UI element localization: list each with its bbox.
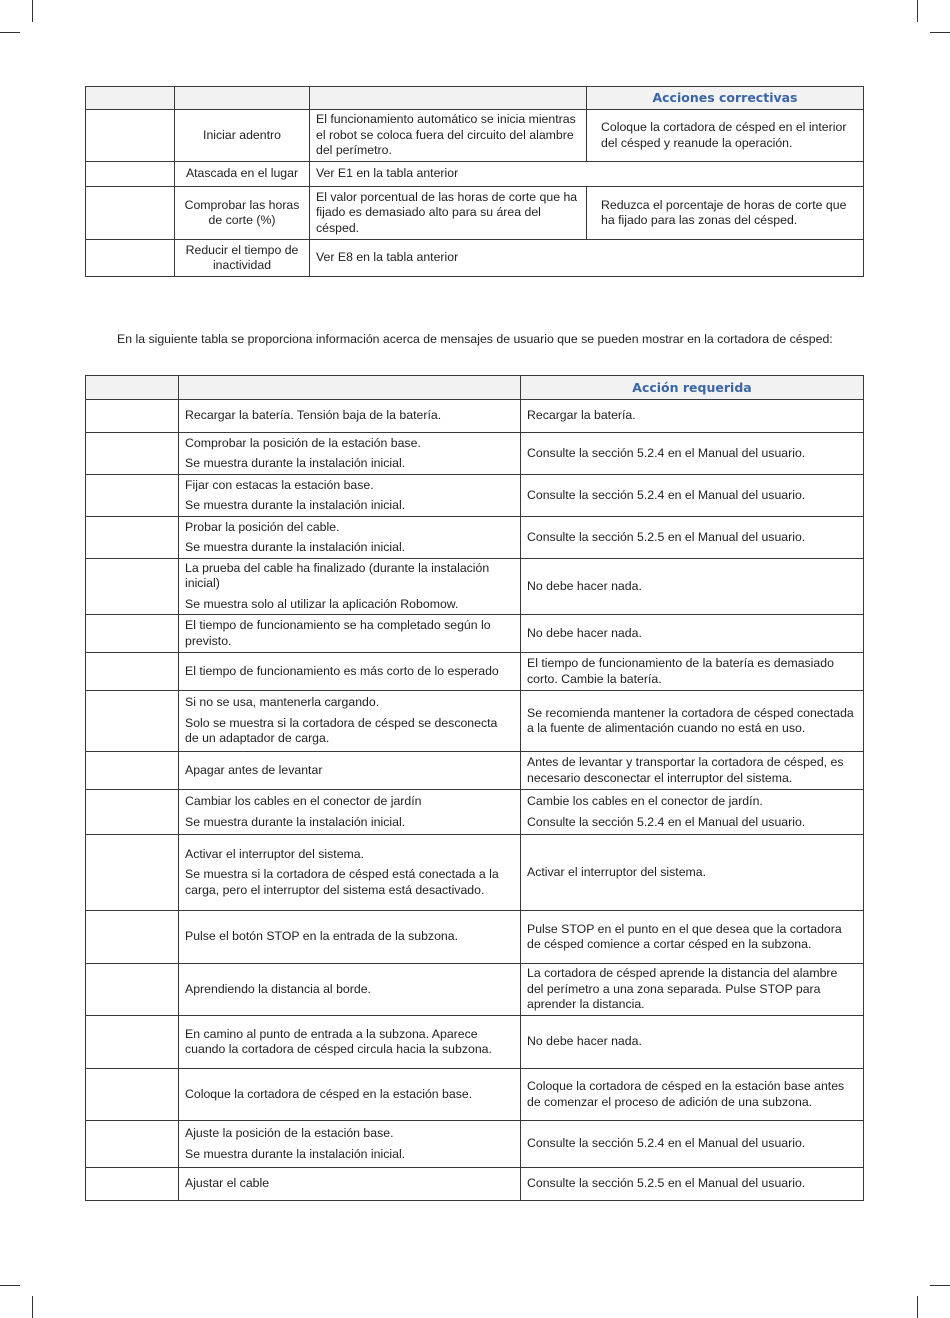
user-messages-table bbox=[85, 375, 864, 1201]
table-cell bbox=[86, 1168, 179, 1201]
table-cell: Ver E1 en la tabla anterior bbox=[310, 162, 864, 187]
action-cell bbox=[521, 911, 864, 964]
crop-mark bbox=[0, 1285, 20, 1286]
table-header-row bbox=[86, 376, 864, 400]
table-row bbox=[86, 1069, 864, 1121]
table-row bbox=[86, 691, 864, 752]
message-text: Se muestra durante la instalación inicial. bbox=[185, 540, 406, 554]
table-cell bbox=[86, 835, 179, 911]
corrective-actions-table bbox=[85, 86, 864, 277]
table-row bbox=[86, 1121, 864, 1168]
table-cell: Comprobar las horas de corte (%) bbox=[175, 187, 310, 240]
table-row bbox=[86, 400, 864, 433]
message-cell bbox=[179, 835, 521, 911]
action-cell bbox=[521, 653, 864, 691]
table-header-cell bbox=[86, 376, 179, 400]
action-text: No debe hacer nada. bbox=[527, 1034, 642, 1049]
table-row bbox=[86, 653, 864, 691]
table-cell bbox=[86, 911, 179, 964]
message-text: El tiempo de funcionamiento es más corto de lo esperado bbox=[185, 663, 499, 678]
message-text: Se muestra durante la instalación inicial. bbox=[185, 1146, 406, 1161]
action-text: Activar el interruptor del sistema. bbox=[527, 864, 707, 879]
action-text: Recargar la batería. bbox=[527, 408, 636, 423]
table-cell bbox=[86, 162, 175, 187]
message-cell bbox=[179, 964, 521, 1016]
action-cell bbox=[521, 475, 864, 517]
table-row bbox=[86, 559, 864, 615]
action-text: Consulte la sección 5.2.4 en el Manual del usuario. bbox=[527, 487, 806, 502]
action-cell bbox=[521, 835, 864, 911]
message-cell bbox=[179, 752, 521, 790]
table-cell bbox=[86, 691, 179, 752]
table-cell bbox=[86, 653, 179, 691]
crop-mark bbox=[930, 32, 950, 33]
table-cell: El funcionamiento automático se inicia mientras el robot se coloca fuera del circuito del alambre del perímetro. bbox=[310, 110, 587, 162]
action-text: Cambie los cables en el conector de jardín. bbox=[527, 794, 763, 808]
action-cell bbox=[521, 691, 864, 752]
action-text: Consulte la sección 5.2.5 en el Manual del usuario. bbox=[527, 529, 806, 544]
table-cell: Atascada en el lugar bbox=[175, 162, 310, 187]
table-cell: El valor porcentual de las horas de corte que ha fijado es demasiado alto para su área del césped. bbox=[310, 187, 587, 240]
action-text: No debe hacer nada. bbox=[527, 578, 642, 593]
table-row bbox=[86, 1016, 864, 1069]
message-cell bbox=[179, 1016, 521, 1069]
table-header-cell bbox=[86, 87, 175, 110]
table-header-cell: Acciones correctivas bbox=[587, 87, 864, 110]
message-cell bbox=[179, 1069, 521, 1121]
message-text: Fijar con estacas la estación base. bbox=[185, 477, 374, 492]
table-row bbox=[86, 187, 864, 240]
action-text: Se recomienda mantener la cortadora de césped conectada a la fuente de alimentación cuando no está en uso. bbox=[527, 705, 854, 735]
crop-mark bbox=[32, 1296, 33, 1318]
table-cell bbox=[86, 790, 179, 835]
message-text: Coloque la cortadora de césped en la estación base. bbox=[185, 1086, 473, 1101]
table-cell: Reduzca el porcentaje de horas de corte que ha fijado para las zonas del césped. bbox=[587, 187, 864, 240]
message-text: Pulse el botón STOP en la entrada de la subzona. bbox=[185, 929, 458, 944]
action-cell bbox=[521, 790, 864, 835]
message-text: Apagar antes de levantar bbox=[185, 762, 323, 777]
message-cell bbox=[179, 517, 521, 559]
message-text: Recargar la batería. Tensión baja de la batería. bbox=[185, 408, 442, 423]
table-row bbox=[86, 517, 864, 559]
crop-mark bbox=[917, 1296, 918, 1318]
table-row bbox=[86, 835, 864, 911]
message-cell bbox=[179, 911, 521, 964]
message-text: Comprobar la posición de la estación base. bbox=[185, 435, 421, 450]
table-cell: Ver E8 en la tabla anterior bbox=[310, 240, 864, 277]
message-cell bbox=[179, 433, 521, 475]
message-text: El tiempo de funcionamiento se ha completado según lo previsto. bbox=[185, 618, 491, 648]
action-cell bbox=[521, 400, 864, 433]
message-cell bbox=[179, 559, 521, 615]
table-cell bbox=[86, 964, 179, 1016]
crop-mark bbox=[917, 0, 918, 22]
table-cell bbox=[86, 559, 179, 615]
message-cell bbox=[179, 615, 521, 653]
message-text: Solo se muestra si la cortadora de césped se desconecta de un adaptador de carga. bbox=[185, 715, 498, 746]
message-cell bbox=[179, 691, 521, 752]
table-cell bbox=[86, 615, 179, 653]
action-cell bbox=[521, 1121, 864, 1168]
action-text: Consulte la sección 5.2.4 en el Manual del usuario. bbox=[527, 814, 806, 829]
message-text: La prueba del cable ha finalizado (durante la instalación inicial) bbox=[185, 560, 490, 591]
table-row bbox=[86, 433, 864, 475]
table-row bbox=[86, 615, 864, 653]
table-header-cell bbox=[179, 376, 521, 400]
message-cell bbox=[179, 653, 521, 691]
intro-paragraph: En la siguiente tabla se proporciona información acerca de mensajes de usuario que se pueden mostrar en la cortadora de césped: bbox=[117, 332, 833, 346]
message-text: Se muestra si la cortadora de césped está conectada a la carga, pero el interruptor del sistema está desactivado. bbox=[185, 867, 499, 897]
message-cell bbox=[179, 790, 521, 835]
message-text: Activar el interruptor del sistema. bbox=[185, 846, 365, 861]
action-text: Consulte la sección 5.2.4 en el Manual del usuario. bbox=[527, 1136, 806, 1151]
message-text: Cambiar los cables en el conector de jardín bbox=[185, 794, 422, 808]
table-row bbox=[86, 110, 864, 162]
action-text: La cortadora de césped aprende la distancia del alambre del perímetro a una zona separada. Pulse STOP para aprender la distancia. bbox=[527, 966, 838, 1012]
table-cell bbox=[86, 400, 179, 433]
table-header-cell bbox=[175, 87, 310, 110]
action-cell bbox=[521, 752, 864, 790]
table-cell bbox=[86, 187, 175, 240]
action-text: No debe hacer nada. bbox=[527, 625, 642, 640]
message-text: Si no se usa, mantenerla cargando. bbox=[185, 695, 380, 710]
crop-mark bbox=[930, 1285, 950, 1286]
message-text: Ajustar el cable bbox=[185, 1176, 270, 1191]
table-row bbox=[86, 911, 864, 964]
message-cell bbox=[179, 1168, 521, 1201]
action-cell bbox=[521, 559, 864, 615]
message-text: Se muestra durante la instalación inicial. bbox=[185, 498, 406, 512]
table-header-cell bbox=[310, 87, 587, 110]
crop-mark bbox=[32, 0, 33, 22]
action-cell bbox=[521, 433, 864, 475]
message-text: En camino al punto de entrada a la subzona. Aparece cuando la cortadora de césped circula hacia la subzona. bbox=[185, 1026, 492, 1056]
table-row bbox=[86, 162, 864, 187]
crop-mark bbox=[0, 32, 20, 33]
table-cell: Reducir el tiempo de inactividad bbox=[175, 240, 310, 277]
message-text: Se muestra solo al utilizar la aplicación Robomow. bbox=[185, 596, 459, 611]
table-row bbox=[86, 240, 864, 277]
user-messages-body bbox=[86, 400, 864, 1201]
table-cell bbox=[86, 110, 175, 162]
table-cell: Coloque la cortadora de césped en el interior del césped y reanude la operación. bbox=[587, 110, 864, 162]
action-cell bbox=[521, 1016, 864, 1069]
table-cell bbox=[86, 517, 179, 559]
table-cell bbox=[86, 475, 179, 517]
table-cell bbox=[86, 1069, 179, 1121]
table-row bbox=[86, 964, 864, 1016]
table-cell bbox=[86, 752, 179, 790]
message-cell bbox=[179, 475, 521, 517]
action-cell bbox=[521, 517, 864, 559]
action-cell bbox=[521, 1069, 864, 1121]
message-cell bbox=[179, 1121, 521, 1168]
action-text: Consulte la sección 5.2.5 en el Manual del usuario. bbox=[527, 1176, 806, 1191]
message-text: Probar la posición del cable. bbox=[185, 519, 340, 534]
action-text: Coloque la cortadora de césped en la estación base antes de comenzar el proceso de adición de una subzona. bbox=[527, 1079, 845, 1109]
table-cell bbox=[86, 1121, 179, 1168]
table-row bbox=[86, 790, 864, 835]
message-text: Ajuste la posición de la estación base. bbox=[185, 1126, 394, 1140]
table-row bbox=[86, 1168, 864, 1201]
action-text: El tiempo de funcionamiento de la batería es demasiado corto. Cambie la batería. bbox=[527, 656, 834, 686]
table-cell bbox=[86, 433, 179, 475]
table-cell: Iniciar adentro bbox=[175, 110, 310, 162]
table-row bbox=[86, 475, 864, 517]
action-cell bbox=[521, 615, 864, 653]
action-text: Pulse STOP en el punto en el que desea que la cortadora de césped comience a cortar césped en la subzona. bbox=[527, 921, 842, 951]
message-text: Se muestra durante la instalación inicial. bbox=[185, 814, 406, 829]
table-cell bbox=[86, 240, 175, 277]
table-cell bbox=[86, 1016, 179, 1069]
table-header-cell: Acción requerida bbox=[521, 376, 864, 400]
message-text: Aprendiendo la distancia al borde. bbox=[185, 981, 371, 996]
action-text: Consulte la sección 5.2.4 en el Manual del usuario. bbox=[527, 445, 806, 460]
message-text: Se muestra durante la instalación inicial. bbox=[185, 456, 406, 470]
message-cell bbox=[179, 400, 521, 433]
table-header-row bbox=[86, 87, 864, 110]
action-cell bbox=[521, 964, 864, 1016]
action-cell bbox=[521, 1168, 864, 1201]
action-text: Antes de levantar y transportar la cortadora de césped, es necesario desconectar el interruptor del sistema. bbox=[527, 755, 844, 785]
table-row bbox=[86, 752, 864, 790]
